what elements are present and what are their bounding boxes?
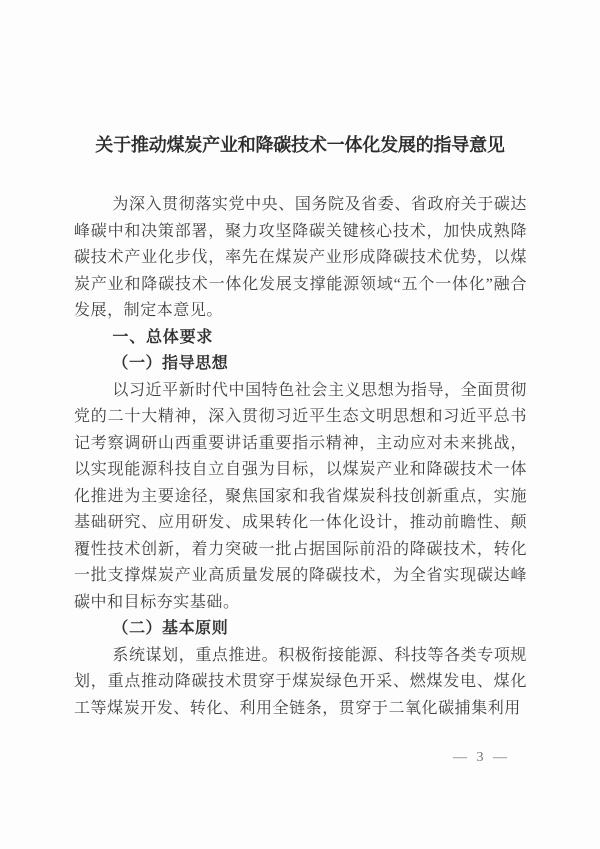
subsection-heading-guiding-ideology: （一）指导思想: [112, 355, 229, 372]
guiding-ideology-paragraph: 以习近平新时代中国特色社会主义思想为指导，全面贯彻党的二十大精神，深入贯彻习近平生态文明思想和习近平总书记考察调研山西重要讲话重要指示精神，主动应对未来挑战，以实现能源科技自立自强为目标，以煤炭产业和降碳技术一体化推进为主要途径，聚焦国家和我省煤炭科技创新重点，实施基础研究、应用研发、成果转化一体化设计，推动前瞻性、颠覆性技术创新，着力突破一批占据国际前沿的降碳技术，转化一批支撑煤炭产业高质量发展的降碳技术，为全省实现碳达峰碳中和目标夯实基础。: [74, 381, 527, 611]
basic-principles-paragraph: 系统谋划，重点推进。积极衔接能源、科技等各类专项规划，重点推动降碳技术贯穿于煤炭绿色开采、燃煤发电、煤化工等煤炭开发、转化、利用全链条，贯穿于二氧化碳捕集利用: [74, 646, 527, 717]
intro-paragraph: 为深入贯彻落实党中央、国务院及省委、省政府关于碳达峰碳中和决策部署，聚力攻坚降碳关键核心技术，加快成熟降碳技术产业化步伐，率先在煤炭产业形成降碳技术优势，以煤炭产业和降碳技术一体化发展支撑能源领域“五个一体化”融合发展，制定本意见。: [74, 196, 527, 319]
subsection-heading-basic-principles: （二）基本原则: [112, 620, 229, 637]
document-body: [74, 192, 527, 722]
page-number: — 3 —: [453, 750, 510, 765]
section-heading-overall-requirements: 一、总体要求: [112, 328, 214, 346]
document-title: 关于推动煤炭产业和降碳技术一体化发展的指导意见: [95, 135, 505, 155]
